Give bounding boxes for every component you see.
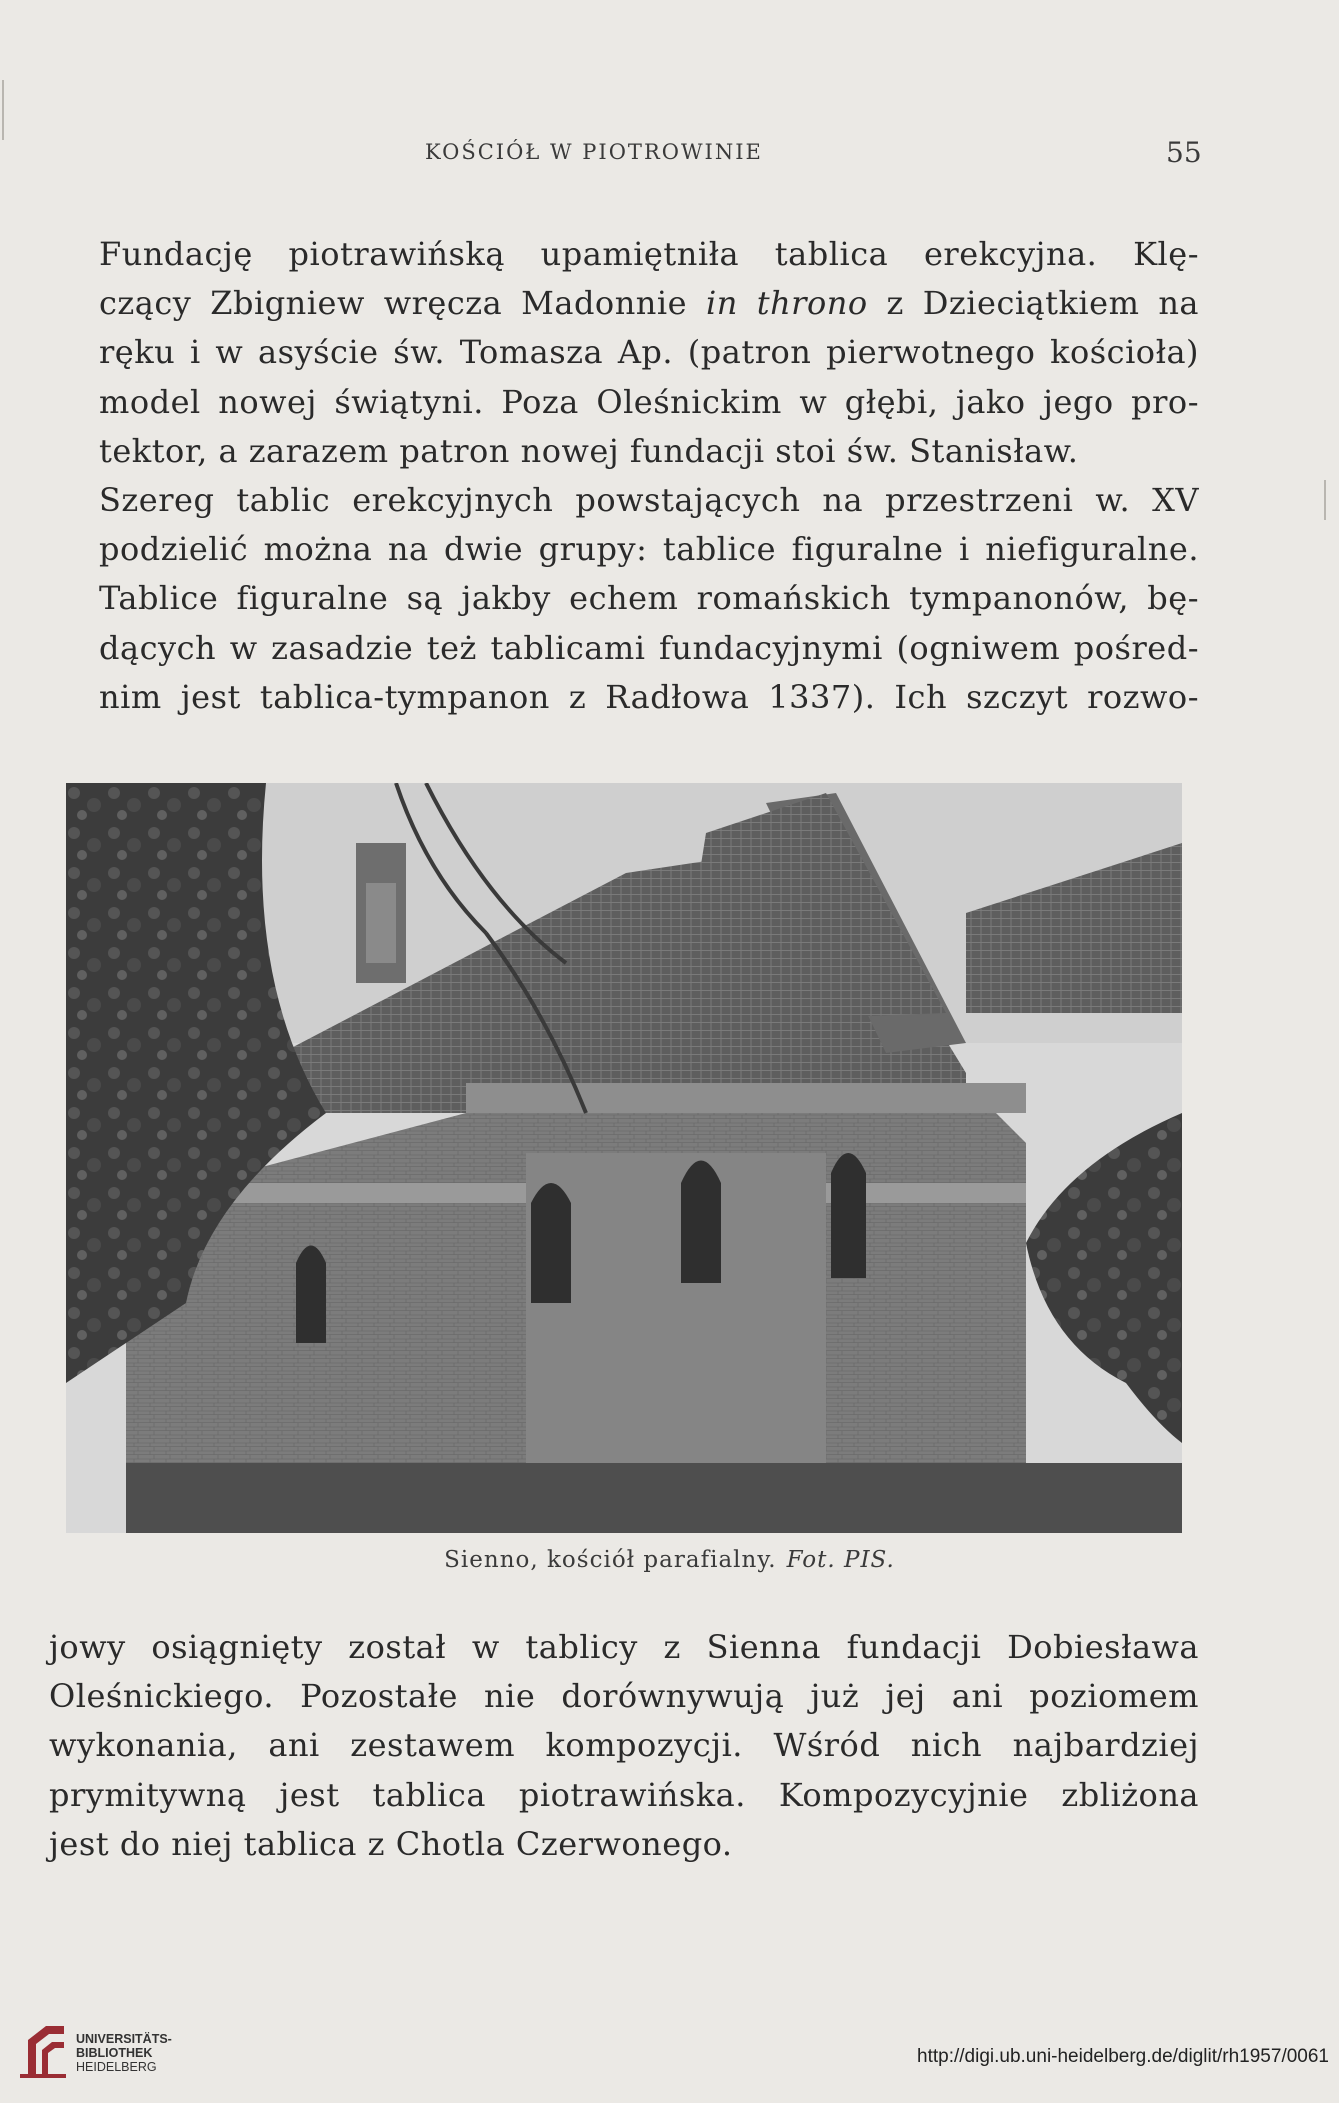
photo-credit: Fot. PIS. [786,1547,895,1573]
library-name-line: UNIVERSITÄTS- [76,2032,172,2046]
text-line: Szereg tablic erekcyjnych powstających na przestrzeni w. XV [99,481,1199,520]
body-text-top [49,230,1199,722]
source-url-link[interactable]: http://digi.ub.uni-heidelberg.de/diglit/rh1957/0061 [917,2046,1329,2067]
paragraph [49,476,1199,722]
text-line: jowy osiągnięty został w tablicy z Sienna fundacji Dobiesława [49,1628,1199,1666]
figure-caption [0,1547,1339,1573]
text-fragment: z Dzieciątkiem na [867,284,1200,323]
text-line: Oleśnickiego. Pozostałe nie dorównywują już jej ani poziomem [49,1677,1199,1716]
text-line [49,279,1199,328]
text-line: dących w zasadzie też tablicami fundacyjnymi (ogniwem pośred- [99,628,1199,667]
caption-text: Sienno, kościół parafialny. [444,1547,777,1573]
margin-mark [2,80,4,140]
text-line: podzielić można na dwie grupy: tablice figuralne i niefiguralne. [99,530,1199,569]
paragraph [49,1623,1199,1869]
library-name-line: HEIDELBERG [76,2060,157,2074]
text-line: jest do niej tablica z Chotla Czerwonego. [49,1824,733,1863]
paragraph [49,230,1199,476]
library-logo-icon [18,2022,68,2080]
running-title: KOŚCIÓŁ W PIOTROWINIE [425,140,763,164]
page-number: 55 [1166,136,1202,169]
text-line: ręku i w asyście św. Tomasza Ap. (patron pierwotnego kościoła) [99,333,1199,372]
church-photograph [66,783,1182,1533]
margin-mark [1324,480,1326,520]
text-line: nim jest tablica-tympanon z Radłowa 1337). Ich szczyt rozwo- [99,677,1199,716]
library-name [76,2032,172,2074]
library-footer [0,2010,1339,2103]
church-photo-illustration [66,783,1182,1533]
running-head [0,136,1339,172]
text-line: wykonania, ani zestawem kompozycji. Wśród nich najbardziej [49,1726,1199,1765]
text-fragment: czący Zbigniew wręcza Madonnie [99,284,706,323]
text-line: model nowej świątyni. Poza Oleśnickim w głębi, jako jego pro- [99,382,1199,421]
text-line: Tablice figuralne są jakby echem romańskich tympanonów, bę- [99,579,1199,618]
latin-phrase: in throno [705,284,868,323]
text-line: Fundację piotrawińską upamiętniła tablica erekcyjna. Klę- [99,235,1199,273]
text-line: prymitywną jest tablica piotrawińska. Kompozycyjnie zbliżona [49,1775,1199,1814]
text-line: tektor, a zarazem patron nowej fundacji stoi św. Stanisław. [99,431,1079,470]
body-text-bottom [49,1623,1199,1869]
library-name-line: BIBLIOTHEK [76,2046,153,2060]
